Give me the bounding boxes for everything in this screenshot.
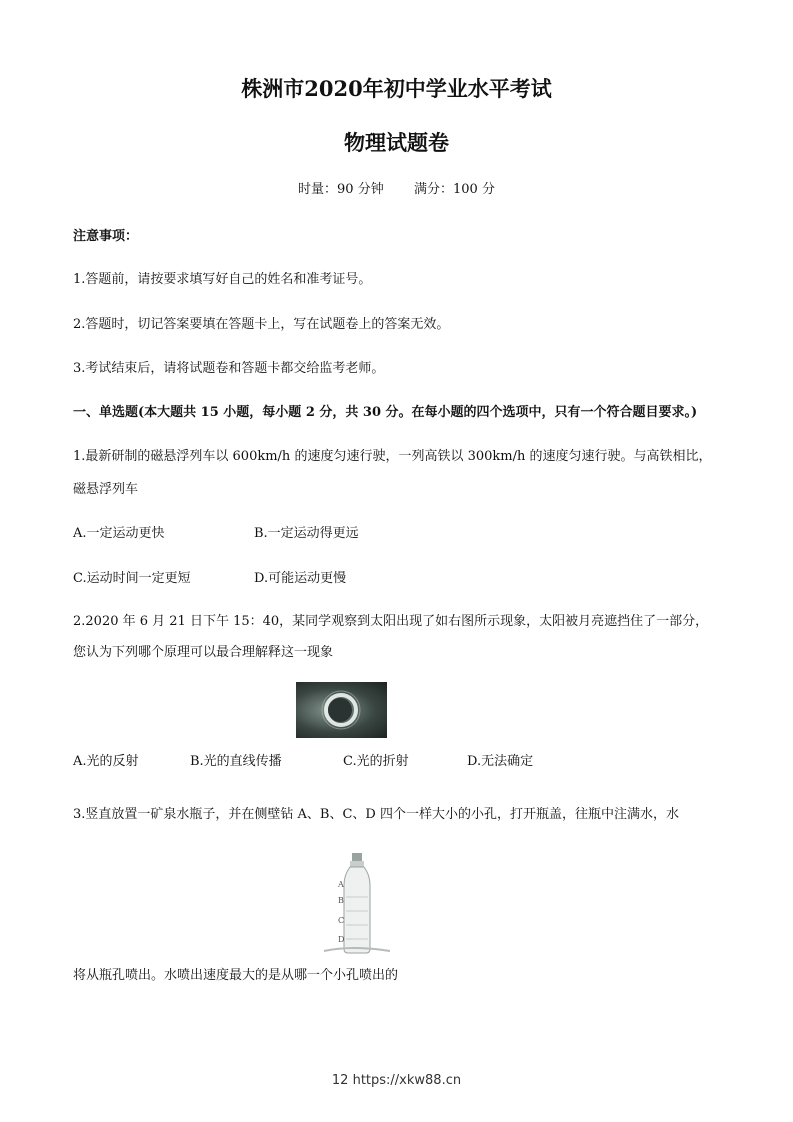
q2-option-a: A.光的反射 — [73, 754, 139, 769]
q1-option-c: C.运动时间一定更短 — [73, 571, 191, 586]
q2-option-b: B.光的直线传播 — [190, 754, 282, 769]
question-2-line: 您认为下列哪个原理可以最合理解释这一现象 — [73, 645, 334, 660]
exam-meta — [0, 178, 793, 197]
note-item: 2.答题时，切记答案要填在答题卡上，写在试题卷上的答案无效。 — [73, 317, 450, 332]
time-limit: 时量：90 分钟 — [298, 182, 384, 197]
question-1-line: 1.最新研制的磁悬浮列车以 600km/h 的速度匀速行驶，一列高铁以 300km/h 的速度匀速行驶。与高铁相比， — [73, 449, 712, 464]
hole-label-a: A — [338, 880, 344, 889]
full-score: 满分：100 分 — [414, 182, 495, 197]
page-footer: 12 https://xkw88.cn — [331, 1073, 462, 1088]
hole-label-b: B — [338, 896, 344, 905]
solar-eclipse-image — [296, 682, 387, 738]
q1-option-a: A.一定运动更快 — [73, 526, 165, 541]
question-2-line: 2.2020 年 6 月 21 日下午 15：40，某同学观察到太阳出现了如右图所示现象，太阳被月亮遮挡住了一部分， — [73, 614, 709, 629]
note-item: 1.答题前，请按要求填写好自己的姓名和准考证号。 — [73, 272, 372, 287]
question-3-line: 将从瓶孔喷出。水喷出速度最大的是从哪一个小孔喷出的 — [73, 968, 399, 983]
question-3-line: 3.竖直放置一矿泉水瓶子，并在侧壁钻 A、B、C、D 四个一样大小的小孔，打开瓶盖，往瓶中注满水，水 — [73, 807, 679, 822]
hole-label-d: D — [338, 935, 345, 944]
note-item: 3.考试结束后，请将试题卷和答题卡都交给监考老师。 — [73, 361, 385, 376]
exam-title: 株洲市2020年初中学业水平考试 — [241, 76, 552, 101]
question-1-line: 磁悬浮列车 — [73, 482, 139, 497]
notes-heading: 注意事项： — [73, 229, 139, 244]
hole-label-c: C — [338, 916, 345, 925]
section-heading: 一、单选题(本大题共 15 小题，每小题 2 分，共 30 分。在每小题的四个选项中，只有一个符合题目要求。) — [73, 405, 698, 420]
q2-option-d: D.无法确定 — [467, 754, 534, 769]
exam-subtitle: 物理试题卷 — [344, 130, 449, 155]
q1-option-b: B.一定运动得更远 — [254, 526, 359, 541]
q2-option-c: C.光的折射 — [343, 754, 409, 769]
q1-option-d: D.可能运动更慢 — [254, 571, 347, 586]
water-bottle-image — [322, 851, 392, 957]
